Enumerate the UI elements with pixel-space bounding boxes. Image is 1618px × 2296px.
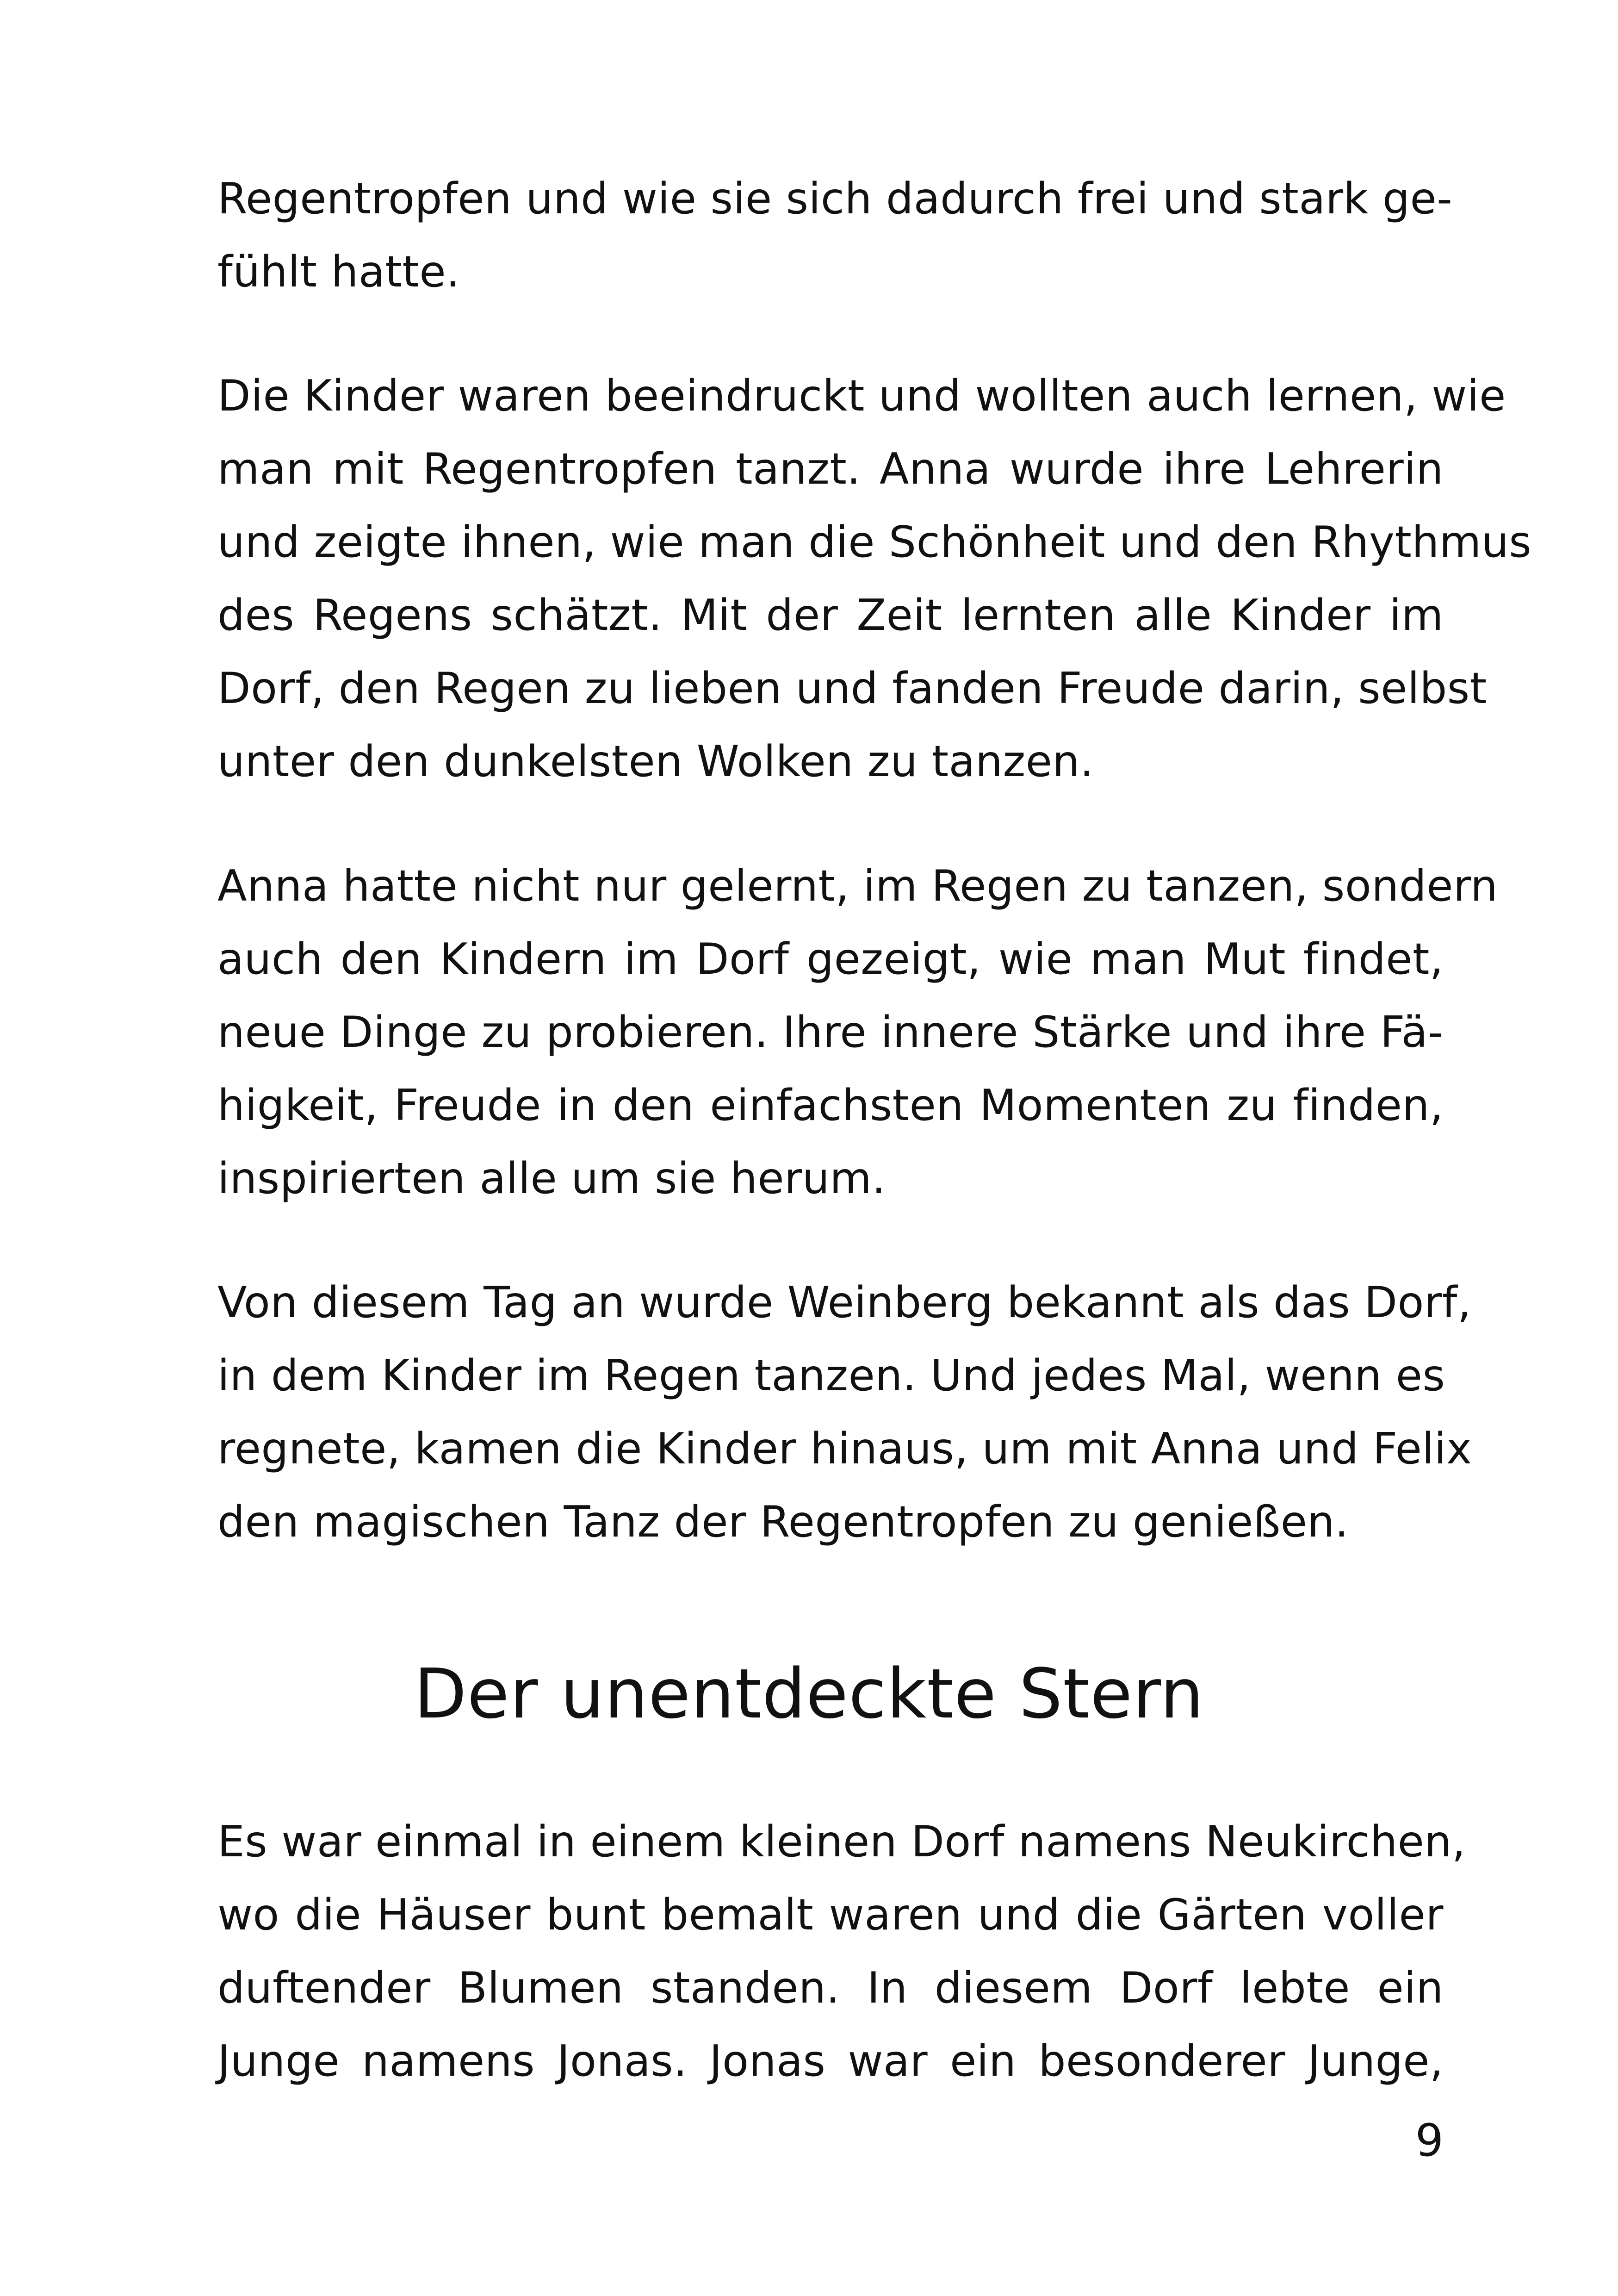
text-line: Anna hatte nicht nur gelernt, im Regen zu tanzen, sondern bbox=[217, 861, 1498, 911]
text-line: und zeigte ihnen, wie man die Schönheit und den Rhythmus bbox=[217, 517, 1532, 567]
text-line: neue Dinge zu probieren. Ihre innere Stärke und ihre Fä- bbox=[217, 1007, 1444, 1057]
page-number: 9 bbox=[1415, 2115, 1444, 2166]
chapter-heading: Der unentdeckte Stern bbox=[414, 1654, 1204, 1734]
text-line: in dem Kinder im Regen tanzen. Und jedes Mal, wenn es bbox=[217, 1350, 1445, 1400]
text-line: Regentropfen und wie sie sich dadurch frei und stark ge- bbox=[217, 174, 1453, 224]
paragraph-3 bbox=[217, 849, 1498, 1215]
text-line: unter den dunkelsten Wolken zu tanzen. bbox=[217, 736, 1094, 786]
paragraph-2 bbox=[217, 359, 1532, 798]
text-line: des Regens schätzt. Mit der Zeit lernten alle Kinder im bbox=[217, 590, 1444, 640]
text-line: Dorf, den Regen zu lieben und fanden Freude darin, selbst bbox=[217, 663, 1487, 713]
text-line: auch den Kindern im Dorf gezeigt, wie man Mut findet, bbox=[217, 934, 1444, 984]
text-line: Junge namens Jonas. Jonas war ein besonderer Junge, bbox=[217, 2036, 1444, 2086]
text-line: higkeit, Freude in den einfachsten Momenten zu finden, bbox=[217, 1080, 1444, 1130]
paragraph-1 bbox=[217, 162, 1453, 308]
text-line: Es war einmal in einem kleinen Dorf namens Neukirchen, bbox=[217, 1817, 1466, 1867]
text-line: Von diesem Tag an wurde Weinberg bekannt als das Dorf, bbox=[217, 1277, 1471, 1327]
text-line: fühlt hatte. bbox=[217, 247, 460, 297]
text-line: man mit Regentropfen tanzt. Anna wurde ihre Lehrerin bbox=[217, 444, 1444, 494]
story-paragraph bbox=[217, 1805, 1466, 2097]
text-line: Die Kinder waren beeindruckt und wollten auch lernen, wie bbox=[217, 371, 1506, 421]
text-line: regnete, kamen die Kinder hinaus, um mit Anna und Felix bbox=[217, 1424, 1472, 1474]
text-line: inspirierten alle um sie herum. bbox=[217, 1153, 886, 1203]
text-line: wo die Häuser bunt bemalt waren und die Gärten voller bbox=[217, 1890, 1444, 1940]
paragraph-4 bbox=[217, 1266, 1472, 1558]
text-line: duftender Blumen standen. In diesem Dorf lebte ein bbox=[217, 1963, 1444, 2013]
text-line: den magischen Tanz der Regentropfen zu genießen. bbox=[217, 1497, 1349, 1547]
